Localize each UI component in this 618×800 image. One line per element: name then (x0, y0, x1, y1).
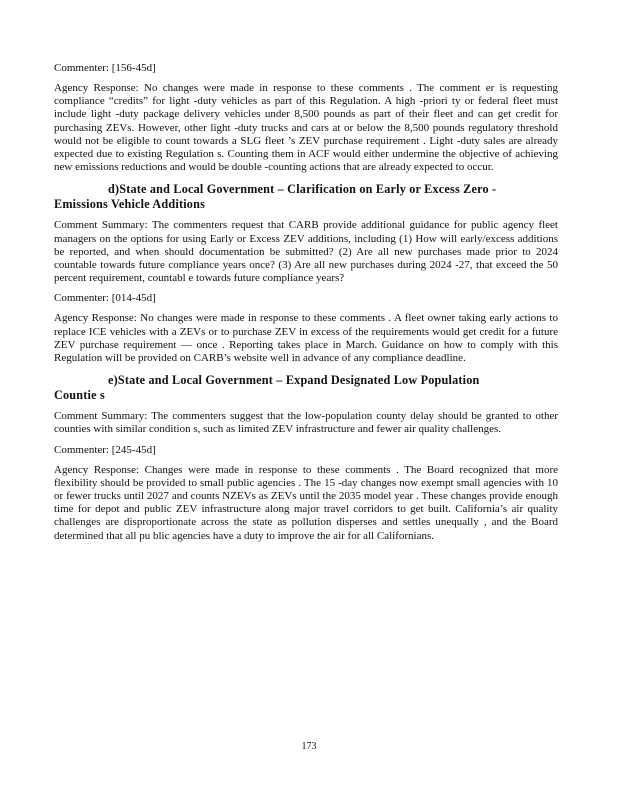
comment-summary-e: Comment Summary: The commenters suggest that the low-population county delay should be granted to other counties with similar condition s, such as limited ZEV infrastructure and fewer air quality challenges. (54, 410, 558, 436)
agency-response-3: Agency Response: Changes were made in response to these comments . The Board recognized that more flexibility should be provided to small public agencies . The 15 -day changes now exempt small agencies with 10 or fewer trucks until 2027 and counts NZEVs as ZEVs until the 2035 model year . These changes provide enough time for depot and public ZEV infrastructure along major travel corridors to get built. California’s air quality challenges are disproportionate across the state as pollution disperses and settles unequally , and the Board determined that all pu blic agencies have a duty to improve the air for all Californians. (54, 463, 558, 542)
section-heading-d (54, 182, 558, 212)
section-heading-d-line1: d)State and Local Government – Clarification on Early or Excess Zero - (108, 182, 497, 197)
commenter-label-3: Commenter: [245-45d] (54, 443, 156, 456)
comment-summary-d: Comment Summary: The commenters request that CARB provide additional guidance for public agency fleet managers on the options for using Early or Excess ZEV additions, including (1) How will early/excess additions be reported, and when should documentation be submitted? (2) Are all new purchases made prior to 2024 countable towards future compliance years once? (3) Are all new purchases during 2024 -27, that exceed the 50 percent requirement, countabl e towards future compliance years? (54, 219, 558, 285)
commenter-label-2: Commenter: [014-45d] (54, 292, 156, 305)
section-heading-d-line2: Emissions Vehicle Additions (54, 197, 206, 212)
agency-response-2: Agency Response: No changes were made in response to these comments . A fleet owner taking early actions to replace ICE vehicles with a ZEVs or to purchase ZEV in excess of the requirements would get credit for a future ZEV purchase requirement — once . Reporting takes place in March. Guidance on how to comply with this Regulation will be provided on CARB’s website well in advance of any compliance deadline. (54, 312, 558, 365)
agency-response-1: Agency Response: No changes were made in response to these comments . The comment er is requesting compliance “credits” for light -duty vehicles as part of this Regulation. A high -priori ty or federal fleet must include light -duty package delivery vehicles under 8,500 pounds as part of their fleet and can get credit for purchasing ZEVs. However, other light -duty trucks and cars at or below the 8,500 pounds regulatory threshold would not be eligible to count towards a SLG fleet ’s ZEV purchase requirement . Light -duty sales are already expected due to existing Regulation s. Counting them in ACF would either undermine the objective of achieving new emissions reductions and would be double -counting actions that are already expected to occur. (54, 82, 558, 174)
document-page (54, 62, 558, 543)
section-heading-e-line2: Countie s (54, 388, 105, 403)
section-heading-e-line1: e)State and Local Government – Expand Designated Low Population (108, 373, 480, 388)
page-number: 173 (301, 741, 317, 752)
commenter-label-1: Commenter: [156-45d] (54, 62, 156, 74)
section-heading-e (54, 373, 558, 403)
